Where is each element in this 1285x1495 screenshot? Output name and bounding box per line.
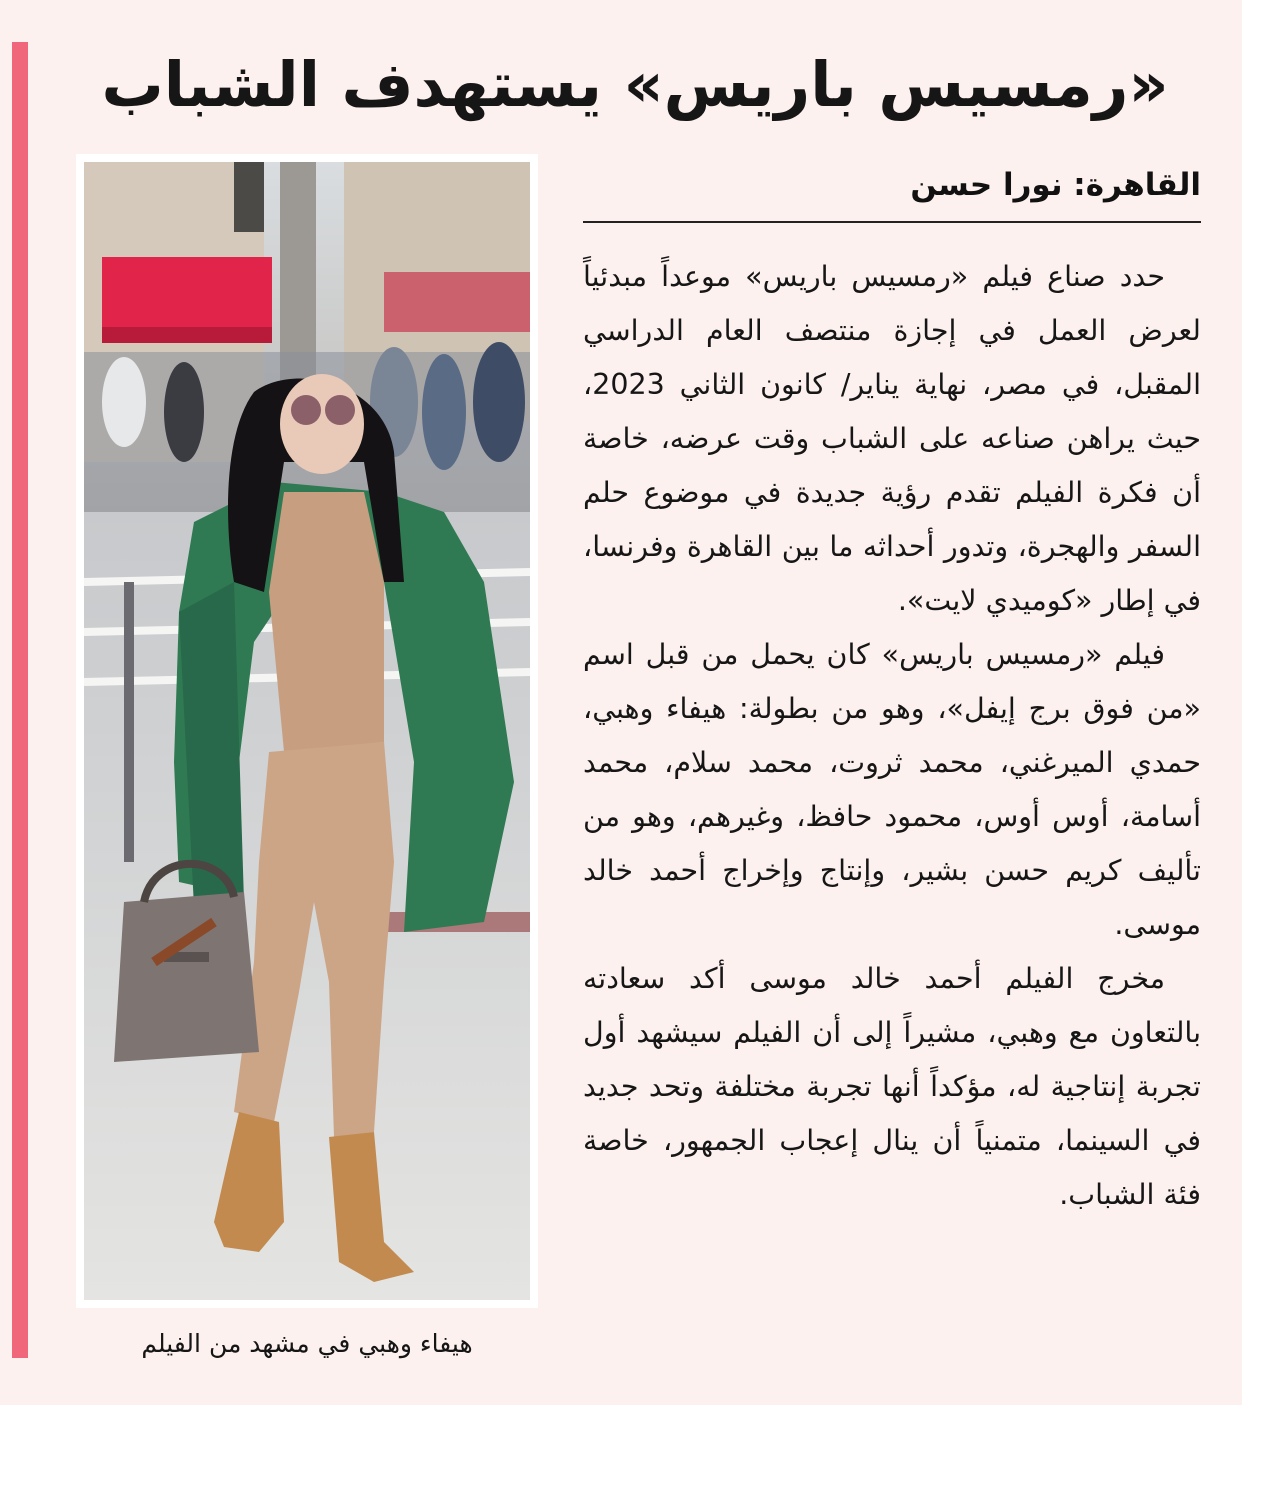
- photo-caption: هيفاء وهبي في مشهد من الفيلم: [141, 1329, 473, 1358]
- article-paragraph: مخرج الفيلم أحمد خالد موسى أكد سعادته بالتعاون مع وهبي، مشيراً إلى أن الفيلم سيشهد أول تجربة إنتاجية له، مؤكداً أنها تجربة مختلفة وتحد جديد في السينما، متمنياً أن ينال إعجاب الجمهور، خاصة فئة الشباب.: [583, 962, 1201, 1211]
- article-body: [583, 250, 1201, 1222]
- article-photo: [84, 162, 530, 1300]
- article-paragraph: حدد صناع فيلم «رمسيس باريس» موعداً مبدئياً لعرض العمل في إجازة منتصف العام الدراسي المقبل، في مصر، نهاية يناير/ كانون الثاني 2023، حيث يراهن صناعه على الشباب وقت عرضه، خاصة أن فكرة الفيلم تقدم رؤية جديدة في موضوع حلم السفر والهجرة، وتدور أحداثه ما بين القاهرة وفرنسا، في إطار «كوميدي لايت».: [583, 260, 1201, 617]
- accent-bar: [12, 42, 28, 1358]
- byline-rule: [583, 221, 1201, 223]
- article-headline: «رمسيس باريس» يستهدف الشباب: [101, 48, 1169, 121]
- photo-illustration: [84, 162, 530, 1300]
- article-byline: القاهرة: نورا حسن: [910, 167, 1201, 203]
- photo-frame: [76, 154, 538, 1308]
- article-paragraph: فيلم «رمسيس باريس» كان يحمل من قبل اسم «من فوق برج إيفل»، وهو من بطولة: هيفاء وهبي، حمدي الميرغني، محمد ثروت، محمد سلام، محمد أسامة، أوس أوس، محمود حافظ، وغيرهم، وهو من تأليف كريم حسن بشير، وإنتاج وإخراج أحمد خالد موسى.: [583, 638, 1201, 941]
